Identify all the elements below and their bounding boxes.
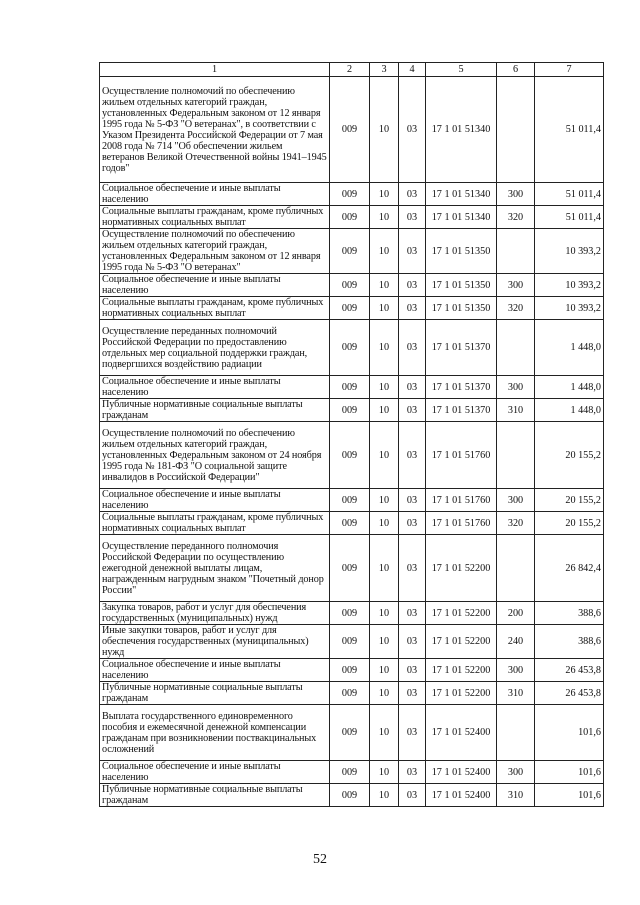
table-header-row: [100, 63, 604, 77]
section-cell: 10: [370, 489, 399, 512]
amount-cell: 388,6: [535, 625, 604, 659]
amount-cell: 10 393,2: [535, 274, 604, 297]
row-name-cell: Публичные нормативные социальные выплаты гражданам: [100, 682, 330, 705]
amount-cell: 1 448,0: [535, 399, 604, 422]
section-cell: 10: [370, 705, 399, 761]
target-article-cell: 17 1 01 52200: [426, 682, 497, 705]
table-row: [100, 489, 604, 512]
admin-code-cell: 009: [330, 422, 370, 489]
target-article-cell: 17 1 01 51350: [426, 297, 497, 320]
target-article-cell: 17 1 01 51340: [426, 206, 497, 229]
row-name-cell: Осуществление полномочий по обеспечению жильем отдельных категорий граждан, установленных Федеральным законом от 12 января 1995 года № 5-ФЗ "О ветеранах", в соответствии с Указом Президента Российской Федерации от 7 мая 2008 года № 714 "Об обеспечении жильем ветеранов Великой Отечественной войны 1941–1945 годов": [100, 77, 330, 183]
amount-cell: 26 453,8: [535, 682, 604, 705]
admin-code-cell: 009: [330, 489, 370, 512]
subsection-cell: 03: [399, 399, 426, 422]
row-name-cell: Социальное обеспечение и иные выплаты населению: [100, 761, 330, 784]
target-article-cell: 17 1 01 52400: [426, 761, 497, 784]
section-cell: 10: [370, 399, 399, 422]
expense-type-cell: 320: [497, 297, 535, 320]
table-row: [100, 77, 604, 183]
expense-type-cell: [497, 77, 535, 183]
section-cell: 10: [370, 229, 399, 274]
target-article-cell: 17 1 01 51340: [426, 183, 497, 206]
table-row: [100, 376, 604, 399]
table-row: [100, 183, 604, 206]
table-row: [100, 659, 604, 682]
row-name-cell: Осуществление полномочий по обеспечению жильем отдельных категорий граждан, установленных Федеральным законом от 24 ноября 1995 года № 181-ФЗ "О социальной защите инвалидов в Российской Федерации": [100, 422, 330, 489]
subsection-cell: 03: [399, 705, 426, 761]
subsection-cell: 03: [399, 761, 426, 784]
table-row: [100, 625, 604, 659]
section-cell: 10: [370, 682, 399, 705]
row-name-cell: Публичные нормативные социальные выплаты гражданам: [100, 399, 330, 422]
expense-type-cell: [497, 705, 535, 761]
target-article-cell: 17 1 01 52400: [426, 705, 497, 761]
admin-code-cell: 009: [330, 625, 370, 659]
column-header: 7: [535, 63, 604, 77]
admin-code-cell: 009: [330, 399, 370, 422]
subsection-cell: 03: [399, 535, 426, 602]
row-name-cell: Социальное обеспечение и иные выплаты населению: [100, 659, 330, 682]
expense-type-cell: [497, 535, 535, 602]
expense-type-cell: 240: [497, 625, 535, 659]
section-cell: 10: [370, 625, 399, 659]
amount-cell: 26 842,4: [535, 535, 604, 602]
admin-code-cell: 009: [330, 77, 370, 183]
section-cell: 10: [370, 320, 399, 376]
expense-type-cell: 300: [497, 489, 535, 512]
amount-cell: 10 393,2: [535, 297, 604, 320]
admin-code-cell: 009: [330, 297, 370, 320]
table-row: [100, 229, 604, 274]
expense-type-cell: 310: [497, 399, 535, 422]
expense-type-cell: 300: [497, 659, 535, 682]
expense-type-cell: 320: [497, 206, 535, 229]
target-article-cell: 17 1 01 51370: [426, 399, 497, 422]
row-name-cell: Публичные нормативные социальные выплаты гражданам: [100, 784, 330, 807]
subsection-cell: 03: [399, 229, 426, 274]
expense-type-cell: 300: [497, 376, 535, 399]
expense-type-cell: 200: [497, 602, 535, 625]
target-article-cell: 17 1 01 51760: [426, 512, 497, 535]
expense-type-cell: [497, 229, 535, 274]
amount-cell: 1 448,0: [535, 320, 604, 376]
table-row: [100, 705, 604, 761]
admin-code-cell: 009: [330, 761, 370, 784]
column-header: 3: [370, 63, 399, 77]
amount-cell: 101,6: [535, 705, 604, 761]
admin-code-cell: 009: [330, 206, 370, 229]
table-row: [100, 320, 604, 376]
section-cell: 10: [370, 77, 399, 183]
page-number: 52: [313, 852, 327, 867]
admin-code-cell: 009: [330, 602, 370, 625]
section-cell: 10: [370, 535, 399, 602]
amount-cell: 51 011,4: [535, 77, 604, 183]
section-cell: 10: [370, 376, 399, 399]
target-article-cell: 17 1 01 52200: [426, 659, 497, 682]
table-row: [100, 206, 604, 229]
expense-type-cell: 310: [497, 682, 535, 705]
row-name-cell: Закупка товаров, работ и услуг для обеспечения государственных (муниципальных) нужд: [100, 602, 330, 625]
subsection-cell: 03: [399, 274, 426, 297]
section-cell: 10: [370, 512, 399, 535]
target-article-cell: 17 1 01 51350: [426, 274, 497, 297]
amount-cell: 1 448,0: [535, 376, 604, 399]
row-name-cell: Осуществление полномочий по обеспечению жильем отдельных категорий граждан, установленных Федеральным законом от 12 января 1995 года № 5-ФЗ "О ветеранах": [100, 229, 330, 274]
target-article-cell: 17 1 01 51370: [426, 376, 497, 399]
section-cell: 10: [370, 761, 399, 784]
row-name-cell: Социальные выплаты гражданам, кроме публичных нормативных социальных выплат: [100, 512, 330, 535]
table-row: [100, 761, 604, 784]
expense-type-cell: [497, 422, 535, 489]
target-article-cell: 17 1 01 52200: [426, 602, 497, 625]
amount-cell: 51 011,4: [535, 183, 604, 206]
column-header: 5: [426, 63, 497, 77]
row-name-cell: Выплата государственного единовременного пособия и ежемесячной денежной компенсации гражданам при возникновении поствакцинальных осложнений: [100, 705, 330, 761]
target-article-cell: 17 1 01 52200: [426, 625, 497, 659]
amount-cell: 20 155,2: [535, 512, 604, 535]
table-row: [100, 297, 604, 320]
amount-cell: 20 155,2: [535, 489, 604, 512]
row-name-cell: Социальное обеспечение и иные выплаты населению: [100, 489, 330, 512]
table-row: [100, 512, 604, 535]
row-name-cell: Иные закупки товаров, работ и услуг для обеспечения государственных (муниципальных) нужд: [100, 625, 330, 659]
subsection-cell: 03: [399, 659, 426, 682]
amount-cell: 20 155,2: [535, 422, 604, 489]
target-article-cell: 17 1 01 51760: [426, 422, 497, 489]
section-cell: 10: [370, 422, 399, 489]
admin-code-cell: 009: [330, 229, 370, 274]
table-row: [100, 535, 604, 602]
section-cell: 10: [370, 659, 399, 682]
target-article-cell: 17 1 01 51350: [426, 229, 497, 274]
subsection-cell: 03: [399, 602, 426, 625]
amount-cell: 388,6: [535, 602, 604, 625]
table-row: [100, 399, 604, 422]
subsection-cell: 03: [399, 682, 426, 705]
subsection-cell: 03: [399, 320, 426, 376]
amount-cell: 101,6: [535, 784, 604, 807]
target-article-cell: 17 1 01 51370: [426, 320, 497, 376]
expense-type-cell: 300: [497, 761, 535, 784]
column-header: 1: [100, 63, 330, 77]
expense-type-cell: 310: [497, 784, 535, 807]
admin-code-cell: 009: [330, 274, 370, 297]
table-row: [100, 682, 604, 705]
subsection-cell: 03: [399, 77, 426, 183]
subsection-cell: 03: [399, 297, 426, 320]
section-cell: 10: [370, 784, 399, 807]
admin-code-cell: 009: [330, 705, 370, 761]
section-cell: 10: [370, 183, 399, 206]
budget-table: [99, 62, 604, 807]
subsection-cell: 03: [399, 376, 426, 399]
expense-type-cell: [497, 320, 535, 376]
row-name-cell: Осуществление переданного полномочия Российской Федерации по осуществлению ежегодной денежной выплаты лицам, награжденным нагрудным знаком "Почетный донор России": [100, 535, 330, 602]
section-cell: 10: [370, 297, 399, 320]
amount-cell: 26 453,8: [535, 659, 604, 682]
table-row: [100, 274, 604, 297]
subsection-cell: 03: [399, 206, 426, 229]
target-article-cell: 17 1 01 51760: [426, 489, 497, 512]
row-name-cell: Осуществление переданных полномочий Российской Федерации по предоставлению отдельных мер социальной поддержки граждан, подвергшихся воздействию радиации: [100, 320, 330, 376]
table-row: [100, 602, 604, 625]
row-name-cell: Социальные выплаты гражданам, кроме публичных нормативных социальных выплат: [100, 297, 330, 320]
row-name-cell: Социальное обеспечение и иные выплаты населению: [100, 183, 330, 206]
admin-code-cell: 009: [330, 535, 370, 602]
admin-code-cell: 009: [330, 512, 370, 535]
amount-cell: 101,6: [535, 761, 604, 784]
admin-code-cell: 009: [330, 376, 370, 399]
column-header: 2: [330, 63, 370, 77]
column-header: 6: [497, 63, 535, 77]
table-row: [100, 422, 604, 489]
column-header: 4: [399, 63, 426, 77]
subsection-cell: 03: [399, 784, 426, 807]
subsection-cell: 03: [399, 489, 426, 512]
expense-type-cell: 300: [497, 183, 535, 206]
target-article-cell: 17 1 01 52200: [426, 535, 497, 602]
amount-cell: 10 393,2: [535, 229, 604, 274]
admin-code-cell: 009: [330, 659, 370, 682]
expense-type-cell: 320: [497, 512, 535, 535]
row-name-cell: Социальное обеспечение и иные выплаты населению: [100, 274, 330, 297]
row-name-cell: Социальные выплаты гражданам, кроме публичных нормативных социальных выплат: [100, 206, 330, 229]
subsection-cell: 03: [399, 183, 426, 206]
target-article-cell: 17 1 01 51340: [426, 77, 497, 183]
row-name-cell: Социальное обеспечение и иные выплаты населению: [100, 376, 330, 399]
subsection-cell: 03: [399, 512, 426, 535]
expense-type-cell: 300: [497, 274, 535, 297]
table-row: [100, 784, 604, 807]
section-cell: 10: [370, 274, 399, 297]
subsection-cell: 03: [399, 422, 426, 489]
admin-code-cell: 009: [330, 682, 370, 705]
target-article-cell: 17 1 01 52400: [426, 784, 497, 807]
amount-cell: 51 011,4: [535, 206, 604, 229]
section-cell: 10: [370, 206, 399, 229]
admin-code-cell: 009: [330, 320, 370, 376]
admin-code-cell: 009: [330, 784, 370, 807]
admin-code-cell: 009: [330, 183, 370, 206]
subsection-cell: 03: [399, 625, 426, 659]
section-cell: 10: [370, 602, 399, 625]
